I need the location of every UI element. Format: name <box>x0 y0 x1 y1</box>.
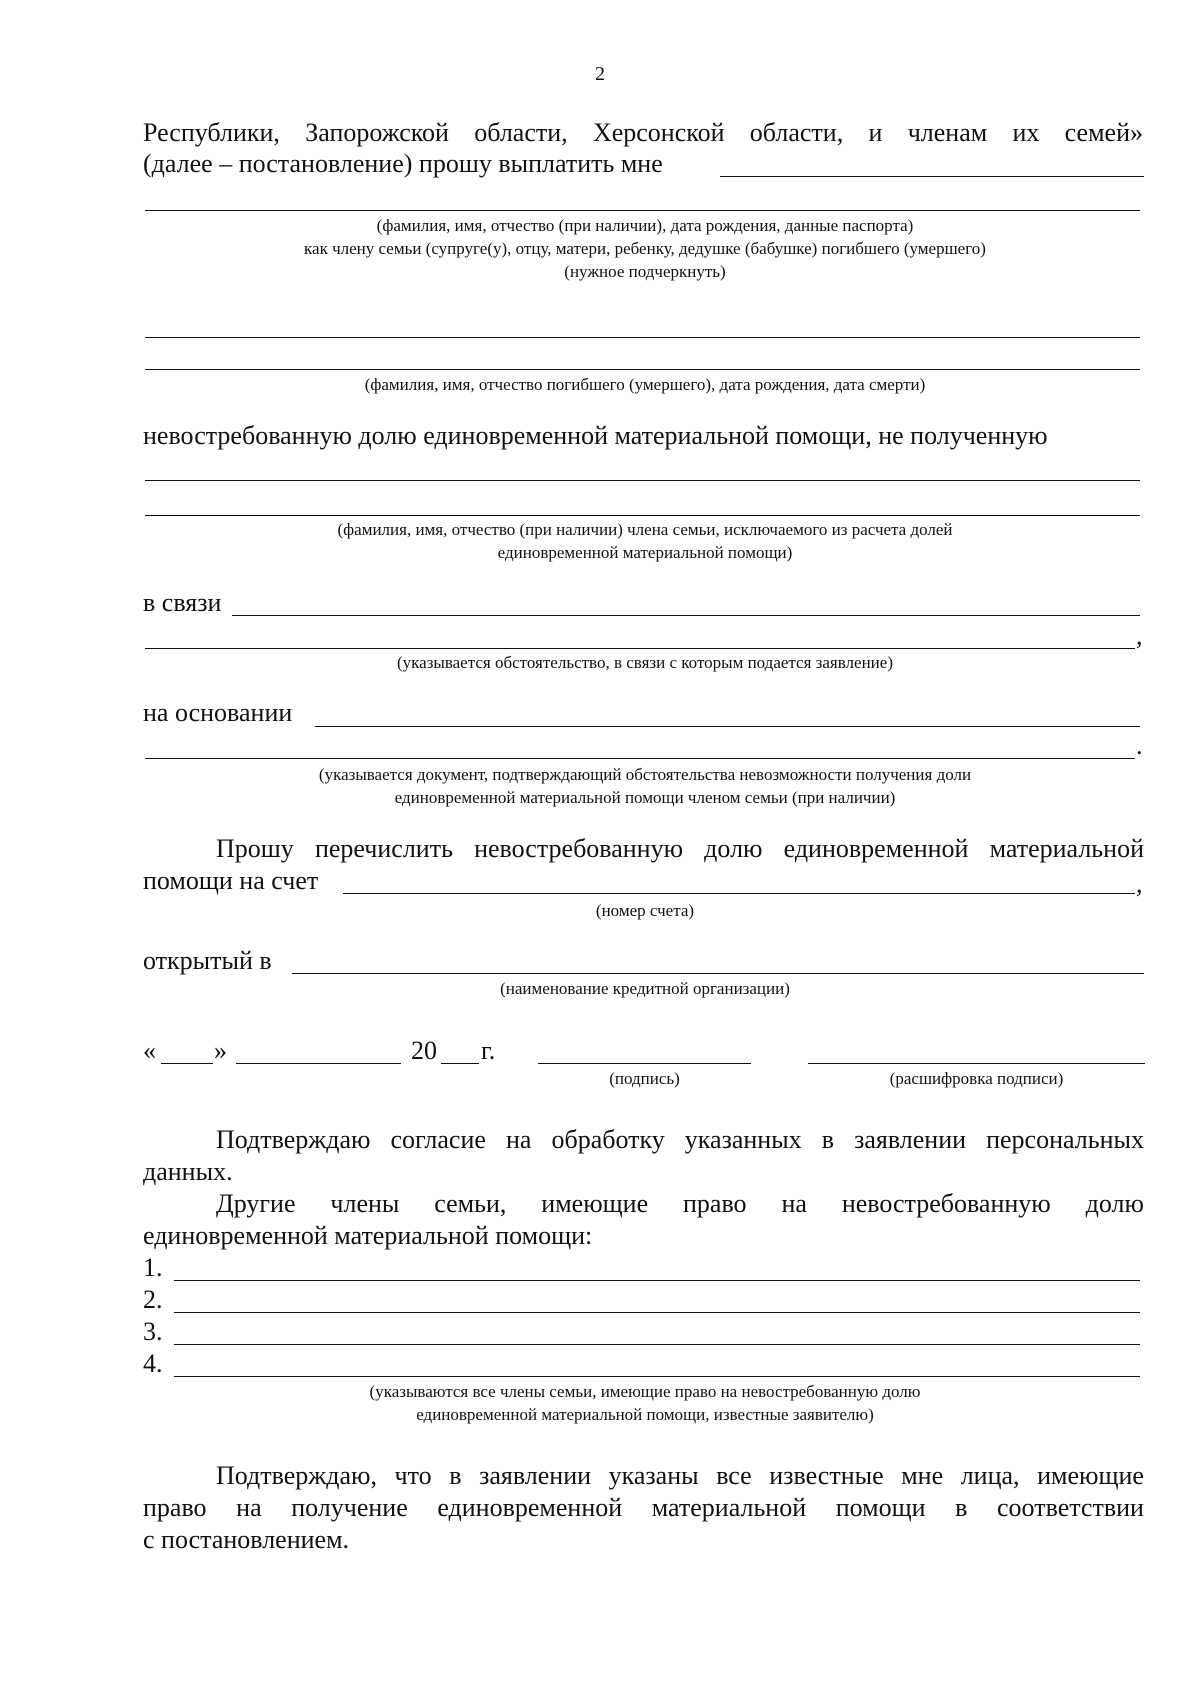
member-item-1-underline[interactable] <box>174 1280 1140 1281</box>
other-members-line-2: единовременной материальной помощи: <box>143 1221 593 1250</box>
intro-line-1 <box>143 117 1143 149</box>
deceased-underline-2[interactable] <box>145 369 1140 370</box>
bank-underline[interactable] <box>292 973 1144 974</box>
intro-line-2: (далее – постановление) прошу выплатить мне <box>143 149 663 178</box>
word: согласие <box>390 1125 486 1154</box>
excluded-underline-2[interactable] <box>145 515 1140 516</box>
date-close-quote: » <box>214 1036 227 1065</box>
caption-members-2: единовременной материальной помощи, известные заявителю) <box>416 1405 874 1424</box>
word: в <box>821 1125 835 1154</box>
unclaimed-share-text: невостребованную долю единовременной материальной помощи, не полученную <box>143 421 1048 450</box>
account-comma: , <box>1136 869 1143 898</box>
account-underline[interactable] <box>343 893 1135 894</box>
caption-applicant-2: как члену семьи (супруге(у), отцу, матери, ребенку, дедушке (бабушке) погибшего (умершего) <box>304 239 986 258</box>
word: Подтверждаю <box>216 1125 371 1154</box>
word: имеющие <box>541 1189 649 1218</box>
caption-applicant-1: (фамилия, имя, отчество (при наличии), дата рождения, данные паспорта) <box>376 216 914 235</box>
year-suffix: г. <box>481 1036 496 1065</box>
member-item-2-underline[interactable] <box>174 1312 1140 1313</box>
word: Подтверждаю, <box>216 1461 377 1490</box>
caption-document-2: единовременной материальной помощи членом семьи (при наличии) <box>394 788 896 807</box>
word: указаны <box>608 1461 699 1490</box>
member-item-4-label: 4. <box>143 1349 163 1378</box>
other-members-line-1 <box>216 1188 1144 1220</box>
caption-excluded-2: единовременной материальной помощи) <box>497 543 793 562</box>
word: заявлении <box>854 1125 967 1154</box>
signature-underline[interactable] <box>538 1063 751 1064</box>
opened-in-label: открытый в <box>143 946 272 975</box>
transfer-line-1: Прошу перечислить невостребованную долю единовременной материальной <box>216 834 1144 863</box>
word: в <box>955 1493 968 1522</box>
word: мне <box>901 1461 944 1490</box>
date-open-quote: « <box>143 1036 156 1065</box>
word: семьи, <box>434 1189 507 1218</box>
word: Запорожской <box>305 118 449 147</box>
payee-underline[interactable] <box>720 176 1144 177</box>
year-prefix: 20 <box>411 1036 437 1065</box>
word: лица, <box>960 1461 1020 1490</box>
basis-period: . <box>1136 731 1143 760</box>
in-connection-label: в связи <box>143 588 222 617</box>
word: имеющие <box>1037 1461 1144 1490</box>
word: получение <box>291 1493 408 1522</box>
day-underline[interactable] <box>161 1063 213 1064</box>
caption-signature: (подпись) <box>609 1069 680 1088</box>
member-item-1-label: 1. <box>143 1253 163 1282</box>
word: области, <box>474 118 568 147</box>
word: членам <box>907 118 988 147</box>
caption-deceased: (фамилия, имя, отчество погибшего (умершего), дата рождения, дата смерти) <box>364 375 926 394</box>
word: материальной <box>651 1493 807 1522</box>
year-underline[interactable] <box>441 1063 479 1064</box>
confirm-line-1 <box>216 1460 1144 1492</box>
on-basis-label: на основании <box>143 698 293 727</box>
month-underline[interactable] <box>236 1063 401 1064</box>
transfer-line-2: помощи на счет <box>143 866 319 895</box>
consent-line-1 <box>216 1124 1144 1156</box>
word: помощи <box>835 1493 926 1522</box>
word: известные <box>769 1461 884 1490</box>
member-item-2-label: 2. <box>143 1285 163 1314</box>
word: в <box>449 1461 462 1490</box>
circumstance-underline-1[interactable] <box>232 615 1140 616</box>
word: на <box>236 1493 262 1522</box>
word: Республики, <box>143 118 280 147</box>
word: что <box>394 1461 432 1490</box>
deceased-underline-1[interactable] <box>145 337 1140 338</box>
caption-account: (номер счета) <box>595 901 695 920</box>
word: право <box>683 1189 747 1218</box>
confirm-line-3: с постановлением. <box>143 1525 350 1554</box>
confirm-line-2 <box>143 1492 1144 1524</box>
applicant-underline[interactable] <box>145 210 1140 211</box>
word: на <box>781 1189 807 1218</box>
word: Другие <box>216 1189 296 1218</box>
word: соответствии <box>997 1493 1144 1522</box>
page-number: 2 <box>595 63 605 85</box>
word: персональных <box>986 1125 1144 1154</box>
word: семей» <box>1064 118 1143 147</box>
basis-underline-1[interactable] <box>315 726 1140 727</box>
member-item-3-label: 3. <box>143 1317 163 1346</box>
excluded-underline-1[interactable] <box>145 480 1140 481</box>
word: единовременной <box>437 1493 623 1522</box>
caption-document-1: (указывается документ, подтверждающий обстоятельства невозможности получения доли <box>318 765 972 784</box>
word: невостребованную <box>841 1189 1051 1218</box>
caption-signature-decoding: (расшифровка подписи) <box>889 1069 1064 1088</box>
member-item-3-underline[interactable] <box>174 1344 1140 1345</box>
word: заявлении <box>479 1461 592 1490</box>
consent-line-2: данных. <box>143 1157 233 1186</box>
word: Херсонской <box>592 118 725 147</box>
caption-circumstance: (указывается обстоятельство, в связи с которым подается заявление) <box>396 653 893 672</box>
circumstance-comma: , <box>1136 621 1143 650</box>
member-item-4-underline[interactable] <box>174 1376 1140 1377</box>
circumstance-underline-2[interactable] <box>145 648 1135 649</box>
caption-applicant-3: (нужное подчеркнуть) <box>564 262 726 281</box>
word: долю <box>1085 1189 1144 1218</box>
signature-decoding-underline[interactable] <box>808 1063 1145 1064</box>
word: обработку <box>551 1125 665 1154</box>
word: право <box>143 1493 207 1522</box>
caption-bank: (наименование кредитной организации) <box>500 979 790 998</box>
caption-members-1: (указываются все члены семьи, имеющие право на невостребованную долю <box>369 1382 921 1401</box>
caption-excluded-1: (фамилия, имя, отчество (при наличии) члена семьи, исключаемого из расчета долей <box>337 520 953 539</box>
word: указанных <box>684 1125 802 1154</box>
word: их <box>1012 118 1040 147</box>
word: и <box>868 118 883 147</box>
word: члены <box>330 1189 400 1218</box>
word: на <box>505 1125 532 1154</box>
word: области, <box>749 118 844 147</box>
word: все <box>716 1461 752 1490</box>
basis-underline-2[interactable] <box>145 758 1135 759</box>
